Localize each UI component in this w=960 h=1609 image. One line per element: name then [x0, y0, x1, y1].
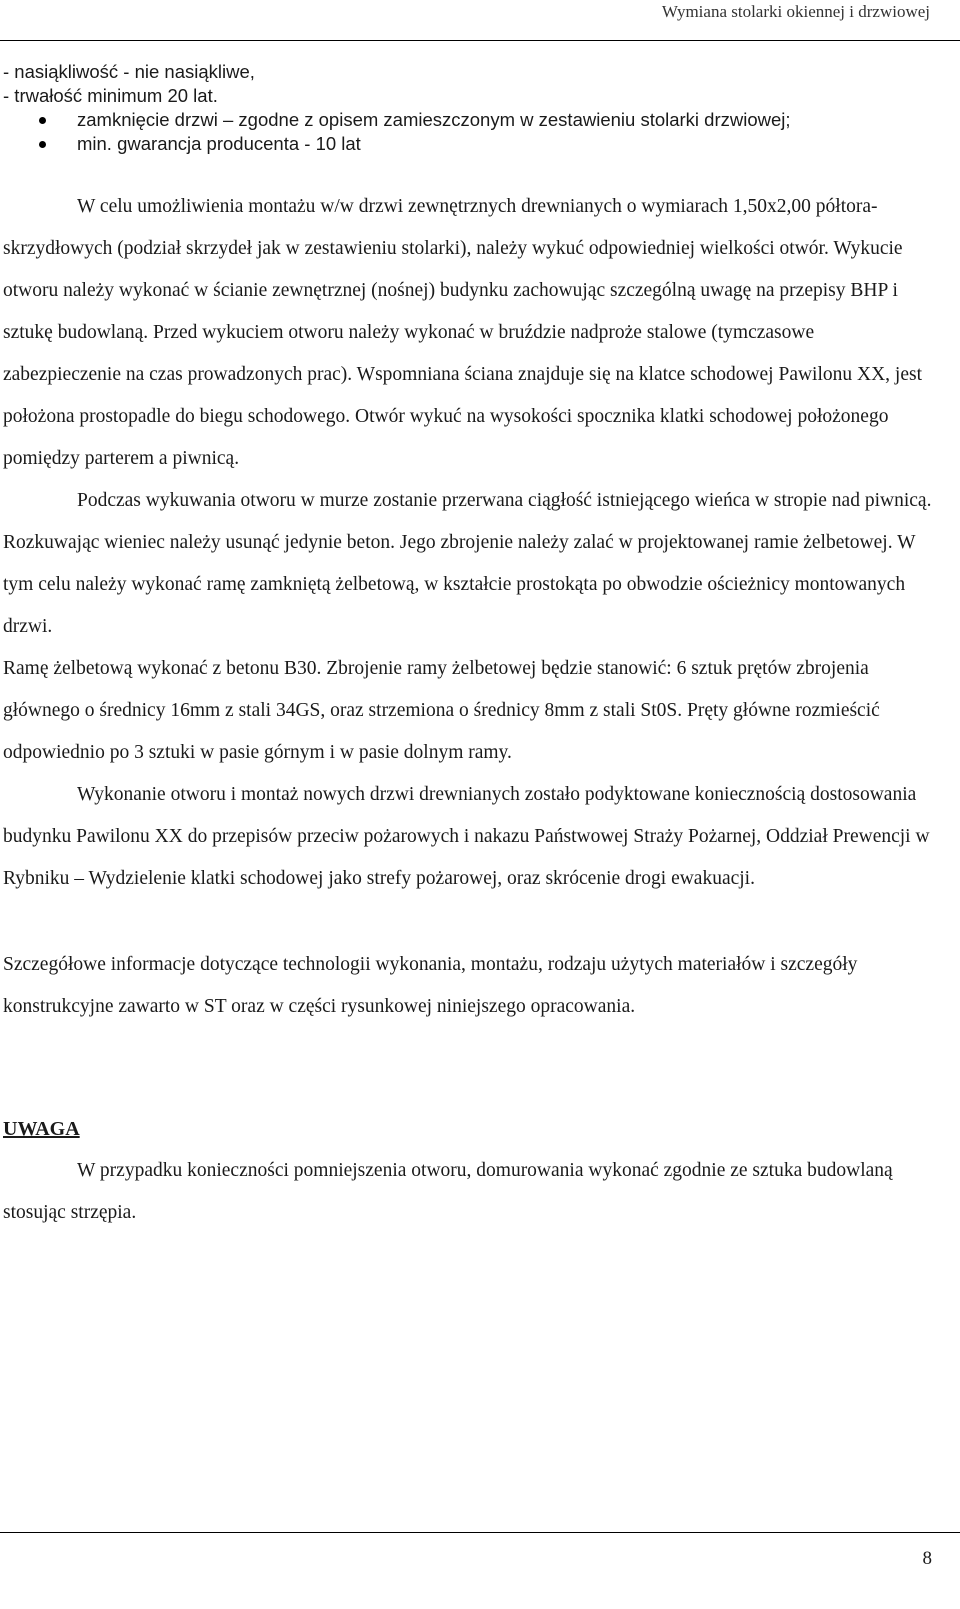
paragraph-details: Szczegółowe informacje dotyczące technologii wykonania, montażu, rodzaju użytych materiałów i szczegóły konstrukcyjne zawarto w ST oraz w części rysunkowej niniejszego opracowania.: [3, 954, 858, 1017]
paragraph-wieniec: Podczas wykuwania otworu w murze zostanie przerwana ciągłość istniejącego wieńca w stropie nad piwnicą. Rozkuwając wieniec należy usunąć jedynie beton. Jego zbrojenie należy zalać w projektowanej ramie żelbetowej. W tym celu należy wykonać ramę zamkniętą żelbetową, w kształcie prostokąta po obwodzie ościeżnicy montowanych drzwi.: [3, 490, 932, 637]
bullet-list: [3, 108, 933, 156]
list-item: - trwałość minimum 20 lat.: [3, 85, 218, 106]
page-header: [0, 0, 960, 41]
paragraph-justification: Wykonanie otworu i montaż nowych drzwi drewnianych zostało podyktowane koniecznością dostosowania budynku Pawilonu XX do przepisów przeciw pożarowych i nakazu Państwowej Straży Pożarnej, Oddział Prewencji w Rybniku – Wydzielenie klatki schodowej jako strefy pożarowej, oraz skrócenie drogi ewakuacji.: [3, 784, 930, 889]
bullet-item: zamknięcie drzwi – zgodne z opisem zamieszczonym w zestawieniu stolarki drzwiowej;: [3, 108, 933, 132]
requirements-list: [3, 60, 933, 156]
footer-divider: [0, 1532, 960, 1533]
bullet-item: min. gwarancja producenta - 10 lat: [3, 132, 933, 156]
list-item: - nasiąkliwość - nie nasiąkliwe,: [3, 61, 255, 82]
paragraph-rama: Ramę żelbetową wykonać z betonu B30. Zbrojenie ramy żelbetowej będzie stanowić: 6 sztuk prętów zbrojenia głównego o średnicy 16mm z stali 34GS, oraz strzemiona o średnicy 8mm z stali St0S. Pręty główne rozmieścić odpowiednio po 3 sztuki w pasie górnym i w pasie dolnym ramy.: [3, 658, 880, 763]
page-number: 8: [922, 1548, 932, 1569]
document-body: [3, 60, 933, 1234]
header-title: Wymiana stolarki okiennej i drzwiowej: [661, 2, 930, 21]
note-text: W przypadku konieczności pomniejszenia otworu, domurowania wykonać zgodnie ze sztuka budowlaną stosując strzępia.: [3, 1160, 893, 1223]
paragraph-opening: W celu umożliwienia montażu w/w drzwi zewnętrznych drewnianych o wymiarach 1,50x2,00 półtora-skrzydłowych (podział skrzydeł jak w zestawieniu stolarki), należy wykuć odpowiedniej wielkości otwór. Wykucie otworu należy wykonać w ścianie zewnętrznej (nośnej) budynku zachowując szczególną uwagę na przepisy BHP i sztukę budowlaną. Przed wykuciem otworu należy wykonać w bruździe nadproże stalowe (tymczasowe zabezpieczenie na czas prowadzonych prac). Wspomniana ściana znajduje się na klatce schodowej Pawilonu XX, jest położona prostopadle do biegu schodowego. Otwór wykuć na wysokości spocznika klatki schodowej położonego pomiędzy parterem a piwnicą.: [3, 196, 923, 469]
note-heading: UWAGA: [3, 1118, 80, 1140]
